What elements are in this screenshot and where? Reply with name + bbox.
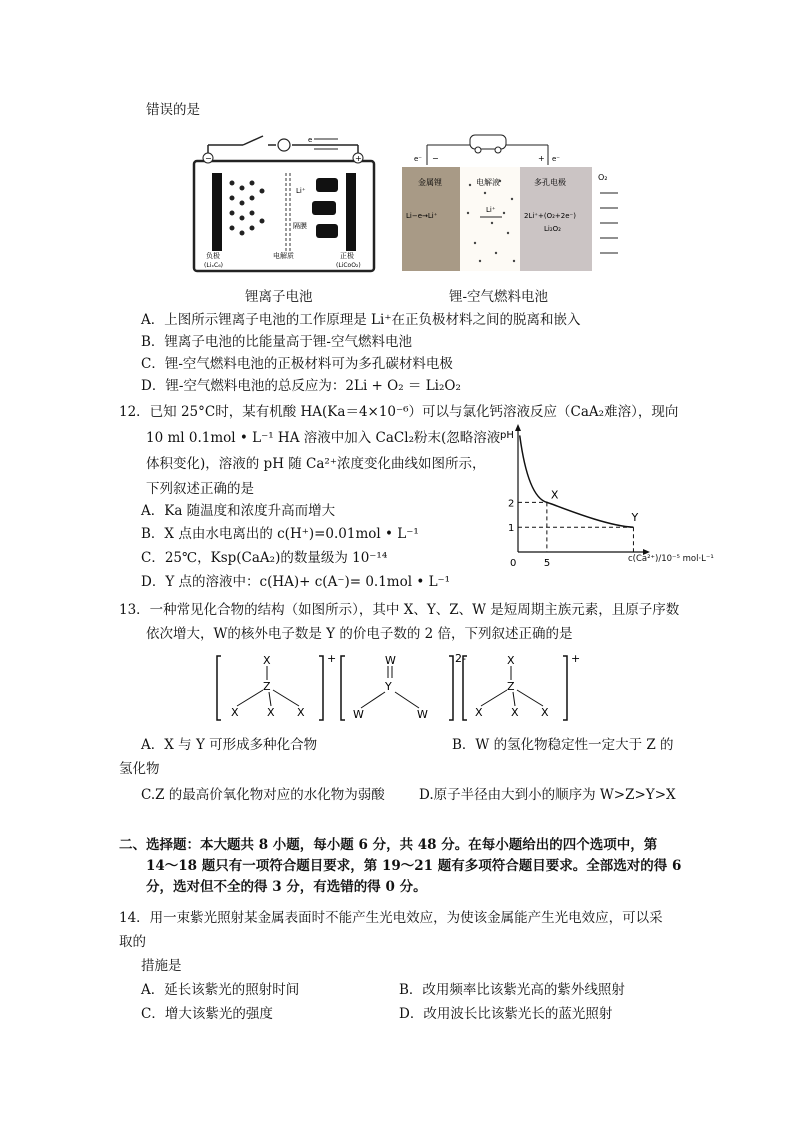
svg-text:(LiCoO₂): (LiCoO₂)	[336, 262, 361, 269]
q11-option-d: D．锂-空气燃料电池的总反应为：2Li + O₂ ＝ Li₂O₂	[141, 378, 461, 394]
svg-text:Z: Z	[507, 680, 515, 693]
point-y-label: Y	[631, 511, 639, 525]
svg-text:e⁻: e⁻	[414, 155, 423, 163]
svg-text:Li₂O₂: Li₂O₂	[544, 225, 561, 233]
q14-line2: 取的	[119, 934, 146, 950]
q13-option-c: C.Z 的最高价氧化物对应的水化物为弱酸	[141, 787, 385, 803]
svg-text:Li⁺: Li⁺	[296, 187, 306, 195]
point-x-label: X	[550, 488, 559, 502]
section2-line3: 分，选对但不全的得 3 分，有选错的得 0 分。	[146, 879, 427, 895]
section2-line1: 二、选择题：本大题共 8 小题，每小题 6 分，共 48 分。在每小题给出的四个选项中，第	[119, 837, 658, 853]
ph-curve-line	[520, 435, 634, 527]
q13-option-a: A．X 与 Y 可形成多种化合物	[141, 737, 318, 753]
svg-text:X: X	[267, 706, 275, 719]
x-tick-label: 5	[543, 558, 551, 569]
svg-text:−: −	[432, 154, 439, 163]
svg-text:(LiₓC₆): (LiₓC₆)	[204, 262, 223, 269]
q11-option-c: C．锂-空气燃料电池的正极材料可为多孔碳材料电极	[141, 356, 453, 372]
svg-text:W: W	[353, 708, 364, 721]
fig1-caption: 锂离子电池	[245, 289, 313, 305]
svg-text:+: +	[538, 154, 545, 163]
svg-text:多孔电极: 多孔电极	[534, 178, 566, 187]
q13-option-b: B．W 的氢化物稳定性一定大于 Z 的	[452, 737, 674, 753]
origin-label: 0	[510, 558, 517, 569]
svg-text:X: X	[231, 706, 239, 719]
svg-text:W: W	[385, 654, 396, 667]
li-air-cell-figure	[400, 133, 622, 275]
li-ion-battery-figure	[188, 133, 380, 275]
svg-text:X: X	[263, 654, 271, 667]
q12-line3: 体积变化)，溶液的 pH 随 Ca²⁺浓度变化曲线如图所示，	[146, 456, 486, 472]
svg-text:X: X	[297, 706, 305, 719]
y-tick-label: 2	[508, 498, 515, 510]
y-tick-label: 1	[508, 523, 515, 535]
q14-line3: 措施是	[141, 958, 182, 974]
q13-line1: 13．一种常见化合物的结构（如图所示），其中 X、Y、Z、W 是短周期主族元素，且原子序数	[119, 602, 680, 618]
svg-text:X: X	[511, 706, 519, 719]
q13-structure-figure	[215, 650, 585, 725]
q11-option-b: B．锂离子电池的比能量高于锂-空气燃料电池	[141, 334, 412, 350]
q12-option-d: D．Y 点的溶液中：c(HA)+ c(A⁻)= 0.1mol • L⁻¹	[141, 574, 451, 590]
q14-option-c: C．增大该紫光的强度	[141, 1006, 273, 1022]
q14-option-b: B．改用频率比该紫光高的紫外线照射	[399, 982, 625, 998]
q12-line4: 下列叙述正确的是	[146, 481, 254, 497]
section2-line2: 14～18 题只有一项符合题目要求，第 19～21 题有多项符合题目要求。全部选对的得 6	[146, 858, 682, 874]
x-axis-label: c(Ca²⁺)/10⁻⁵ mol·L⁻¹	[628, 554, 714, 564]
q11-option-a: A．上图所示锂离子电池的工作原理是 Li⁺在正负极材料之间的脱离和嵌入	[141, 312, 581, 328]
q12-option-c: C．25℃，Ksp(CaA₂)的数量级为 10⁻¹⁴	[141, 550, 388, 566]
svg-text:+: +	[355, 154, 362, 163]
q14-option-a: A．延长该紫光的照射时间	[141, 982, 300, 998]
q14-option-d: D．改用波长比该紫光长的蓝光照射	[399, 1006, 613, 1022]
svg-text:+: +	[571, 652, 581, 665]
svg-text:2-: 2-	[455, 652, 466, 665]
fig2-caption: 锂-空气燃料电池	[449, 289, 549, 305]
q12-option-b: B．X 点由水电离出的 c(H⁺)=0.01mol • L⁻¹	[141, 526, 419, 542]
svg-text:e⁻: e⁻	[552, 155, 561, 163]
q13-option-d: D.原子半径由大到小的顺序为 W>Z>Y>X	[419, 787, 676, 803]
q12-line2: 10 ml 0.1mol • L⁻¹ HA 溶液中加入 CaCl₂粉末(忽略溶液	[146, 430, 501, 446]
q13-option-b-cont: 氢化物	[119, 761, 160, 777]
svg-text:Li⁺: Li⁺	[486, 206, 496, 214]
svg-text:X: X	[475, 706, 483, 719]
q14-line1: 14．用一束紫光照射某金属表面时不能产生光电效应，为使该金属能产生光电效应，可以采	[119, 910, 663, 926]
svg-text:X: X	[541, 706, 549, 719]
svg-text:电解液: 电解液	[476, 178, 500, 187]
svg-text:O₂: O₂	[598, 173, 608, 182]
svg-text:隔膜: 隔膜	[293, 222, 307, 230]
svg-text:Z: Z	[263, 680, 271, 693]
svg-text:+: +	[327, 652, 337, 665]
light-bulb-icon	[278, 139, 290, 151]
svg-text:e: e	[308, 136, 313, 144]
svg-text:−: −	[205, 154, 212, 163]
q11-intro: 错误的是	[146, 102, 200, 118]
svg-text:Y: Y	[385, 680, 392, 693]
q12-option-a: A．Ka 随温度和浓度升高而增大	[141, 503, 336, 519]
y-axis-label: pH	[500, 430, 514, 441]
ph-chart	[500, 420, 730, 570]
q13-line2: 依次增大，W的核外电子数是 Y 的价电子数的 2 倍，下列叙述正确的是	[146, 626, 573, 642]
svg-text:Li−e→Li⁺: Li−e→Li⁺	[406, 212, 438, 220]
svg-text:W: W	[417, 708, 428, 721]
svg-text:正极: 正极	[340, 252, 354, 260]
q12-line1: 12．已知 25°C时，某有机酸 HA(Ka＝4×10⁻⁶）可以与氯化钙溶液反应（CaA₂难溶），现向	[119, 404, 679, 420]
svg-text:金属锂: 金属锂	[418, 178, 442, 187]
svg-text:电解质: 电解质	[273, 252, 294, 260]
svg-text:2Li⁺+(O₂+2e⁻): 2Li⁺+(O₂+2e⁻)	[524, 212, 576, 220]
car-icon	[470, 135, 506, 149]
svg-text:负极: 负极	[206, 252, 220, 260]
svg-text:X: X	[507, 654, 515, 667]
